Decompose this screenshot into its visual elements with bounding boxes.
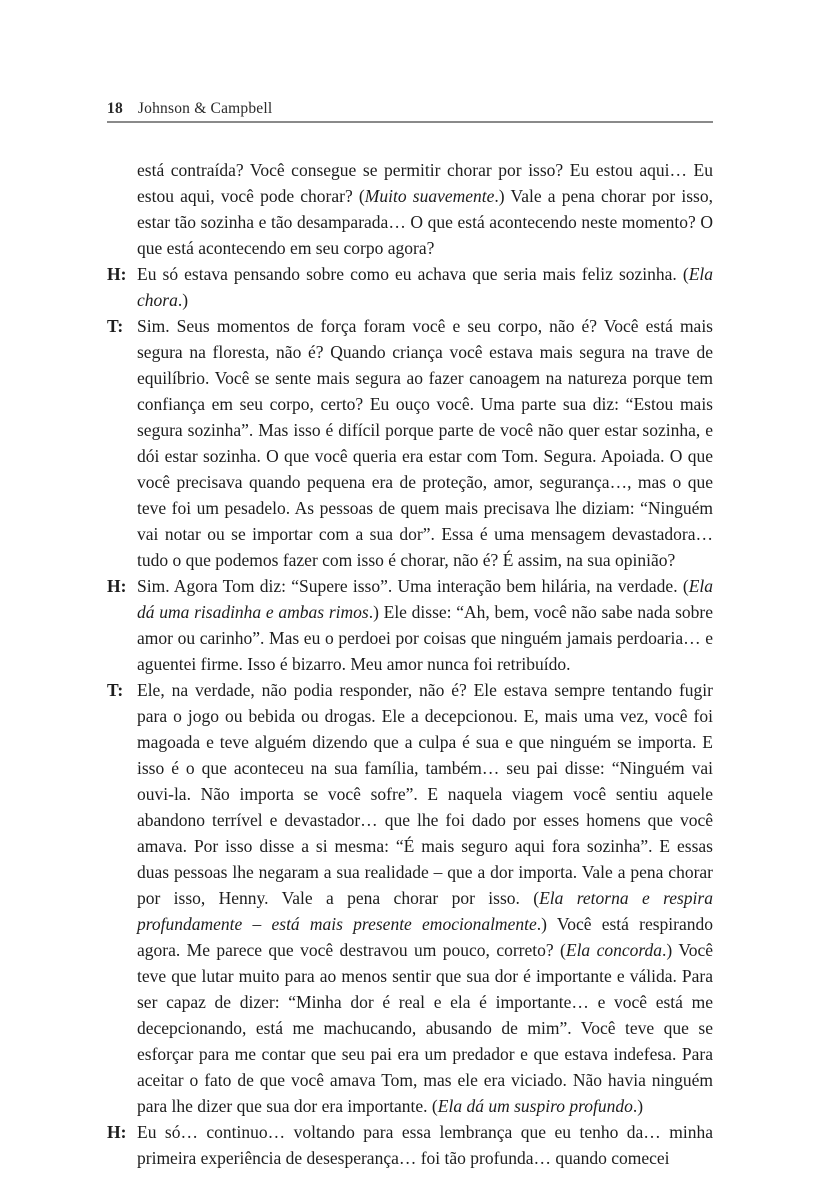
speaker-label: H: <box>107 576 127 596</box>
text-run: Ela dá um suspiro profundo <box>437 1096 633 1116</box>
dialogue-paragraph <box>107 157 713 261</box>
text-run: está contraída? Você consegue se permitir chorar por isso? Eu estou aqui… Eu estou aqui, você pode chorar? ( <box>137 160 713 206</box>
text-run: Muito suavemente <box>364 186 495 206</box>
text-run: .) <box>632 1096 644 1116</box>
speaker-label: T: <box>107 316 124 336</box>
text-run: Ela concorda <box>565 940 663 960</box>
dialogue-paragraph <box>107 261 713 313</box>
page-header <box>107 100 272 118</box>
speaker-label: H: <box>107 264 127 284</box>
dialogue-paragraph <box>107 677 713 1119</box>
text-run: Sim. Agora Tom diz: “Supere isso”. Uma interação bem hilária, na verdade. ( <box>137 576 689 596</box>
speaker-label: H: <box>107 1122 127 1142</box>
text-run: Ele, na verdade, não podia responder, não é? Ele estava sempre tentando fugir para o jogo ou bebida ou drogas. Ele a decepcionou. E, mais uma vez, você foi magoada e teve alguém dizendo que a culpa é sua e que ninguém se importa. E isso é o que aconteceu na sua família, também… seu pai disse: “Ninguém vai ouvi-la. Não importa se você sofre”. E naquela viagem você sentiu aquele abandono terrível e devastador… que lhe foi dado por esses homens que você amava. Por isso disse a si mesma: “É mais seguro aqui fora sozinha”. E essas duas pessoas lhe negaram a sua realidade – que a dor importa. Vale a pena chorar por isso, Henny. Vale a pena chorar por isso. ( <box>137 680 713 908</box>
speaker-label: T: <box>107 680 124 700</box>
text-run: .) Você está respirando agora. Me parece que você destravou um pouco, correto? ( <box>137 914 713 960</box>
dialogue-paragraph <box>107 313 713 573</box>
text-run: .) Ele disse: “Ah, bem, você não sabe nada sobre amor ou carinho”. Mas eu o perdoei por coisas que ninguém jamais perdoaria… e aguentei firme. Isso é bizarro. Meu amor nunca foi retribuído. <box>137 602 713 674</box>
text-run: .) <box>177 290 189 310</box>
text-run: Ela retorna e respira profundamente – está mais presente emocionalmente <box>137 888 713 934</box>
dialogue-paragraph <box>107 1119 713 1171</box>
header-rule <box>107 121 713 123</box>
text-run: Eu só… continuo… voltando para essa lembrança que eu tenho da… minha primeira experiência de desesperança… foi tão profunda… quando comecei <box>137 1122 713 1168</box>
text-run: Eu só estava pensando sobre como eu achava que seria mais feliz sozinha. ( <box>137 264 689 284</box>
text-run: .) Vale a pena chorar por isso, estar tão sozinha e tão desamparada… O que está acontecendo neste momento? O que está acontecendo em seu corpo agora? <box>137 186 713 258</box>
running-title: Johnson & Campbell <box>137 100 273 117</box>
text-run: Ela dá uma risadinha e ambas rimos <box>137 576 713 622</box>
page-number: 18 <box>107 100 123 117</box>
dialogue-transcript <box>107 157 713 1171</box>
text-run: Sim. Seus momentos de força foram você e seu corpo, não é? Você está mais segura na floresta, não é? Quando criança você estava mais segura na trave de equilíbrio. Você se sente mais segura ao fazer canoagem na natureza porque tem confiança em seu corpo, certo? Eu ouço você. Uma parte sua diz: “Estou mais segura sozinha”. Mas isso é difícil porque parte de você não quer estar sozinha, e dói estar sozinha. O que você queria era estar com Tom. Segura. Apoiada. O que você precisava quando pequena era de proteção, amor, segurança…, mas o que teve foi um pesadelo. As pessoas de quem mais precisava lhe diziam: “Ninguém vai notar ou se importar com a sua dor”. Essa é uma mensagem devastadora… tudo o que podemos fazer com isso é chorar, não é? É assim, na sua opinião? <box>137 316 713 570</box>
dialogue-paragraph <box>107 573 713 677</box>
text-run: Ela chora <box>137 264 713 310</box>
text-run: .) Você teve que lutar muito para ao menos sentir que sua dor é importante e válida. Para ser capaz de dizer: “Minha dor é real e ela é importante… e você está me decepcionando, está me machucando, abusando de mim”. Você teve que se esforçar para me contar que seu pai era um predador e que estava indefesa. Para aceitar o fato de que você amava Tom, mas ele era viciado. Não havia ninguém para lhe dizer que sua dor era importante. ( <box>137 940 713 1116</box>
